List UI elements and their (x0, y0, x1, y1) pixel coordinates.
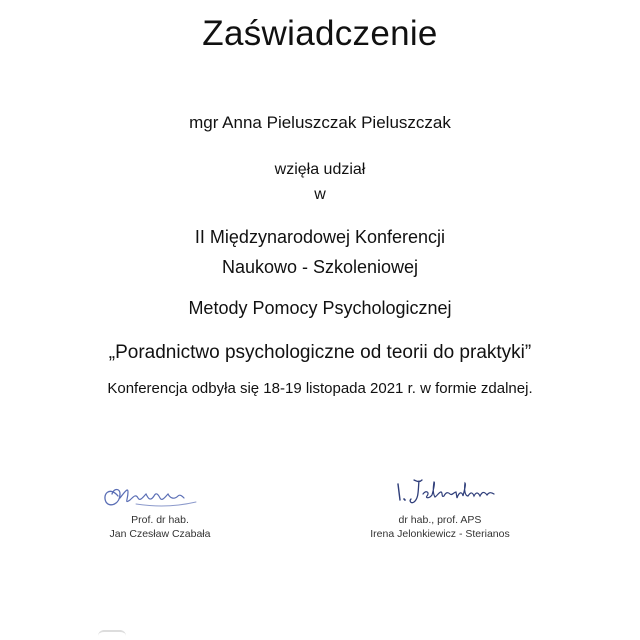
participation-text: wzięła udział (274, 161, 366, 178)
signatory-right-name: Irena Jelonkiewicz - Sterianos (370, 528, 510, 540)
conference-name-line-1: II Międzynarodowej Konferencji (194, 227, 446, 247)
conference-name-line-2: Naukowo - Szkoleniowej (221, 257, 419, 277)
certificate-title: Zaświadczenie (202, 14, 438, 53)
signatory-right (340, 513, 540, 541)
signatory-left-title: Prof. dr hab. (131, 514, 189, 526)
signatory-right-title: dr hab., prof. APS (398, 514, 482, 526)
conference-theme: Metody Pomocy Psychologicznej (188, 298, 452, 318)
bottom-edge-mark (98, 630, 126, 638)
signature-right (392, 474, 502, 508)
signature-left (80, 478, 240, 512)
signatory-left-name: Jan Czesław Czabała (109, 528, 211, 540)
conference-date-note: Konferencja odbyła się 18-19 listopada 2021 r. w formie zdalnej. (107, 380, 533, 397)
conference-subtitle: „Poradnictwo psychologiczne od teorii do praktyki” (108, 342, 532, 363)
preposition-text: w (314, 186, 326, 203)
recipient-name: mgr Anna Pieluszczak Pieluszczak (189, 113, 451, 132)
signatory-left (60, 513, 260, 541)
